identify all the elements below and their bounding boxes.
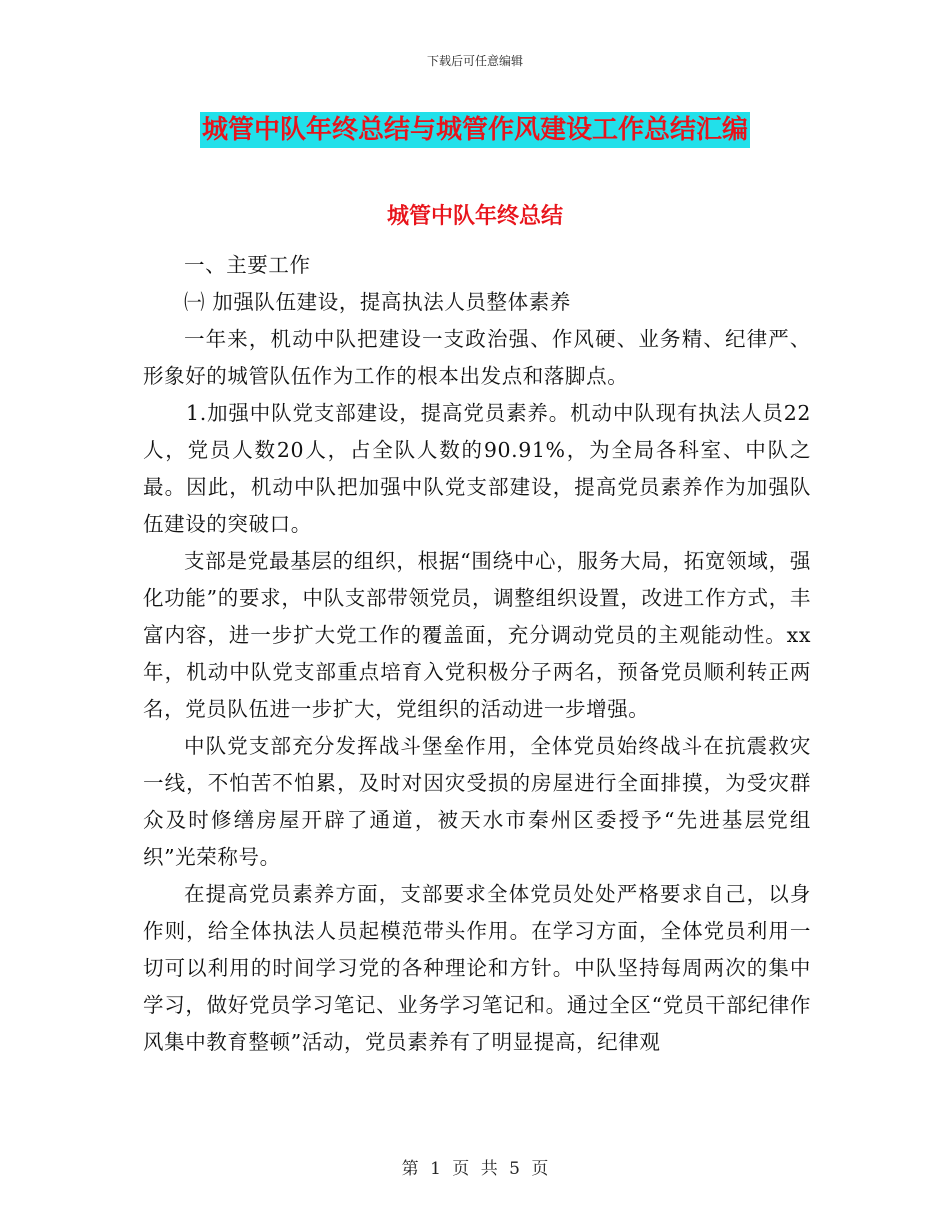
document-title: 城管中队年终总结与城管作风建设工作总结汇编 <box>200 112 750 148</box>
document-body <box>143 247 811 1061</box>
body-paragraph: 在提高党员素养方面，支部要求全体党员处处严格要求自己，以身作则，给全体执法人员起模范带头作用。在学习方面，全体党员利用一切可以利用的时间学习党的各种理论和方针。中队坚持每周两次的集中学习，做好党员学习笔记、业务学习笔记和。通过全区“党员干部纪律作风集中教育整顿”活动，党员素养有了明显提高，纪律观 <box>143 882 811 1054</box>
section-title: 城管中队年终总结 <box>386 204 563 229</box>
numbered-item-1: 1.加强中队党支部建设，提高党员素养。机动中队现有执法人员22人，党员人数20人，占全队人数的90.91%，为全局各科室、中队之最。因此，机动中队把加强中队党支部建设，提高党员素养作为加强队伍建设的突破口。 <box>143 401 811 536</box>
body-paragraph: 一年来，机动中队把建设一支政治强、作风硬、业务精、纪律严、形象好的城管队伍作为工作的根本出发点和落脚点。 <box>143 327 811 388</box>
heading-main-work: 一、主要工作 <box>184 253 311 277</box>
page-header-note: 下载后可任意编辑 <box>426 54 523 68</box>
page-number-footer: 第 1 页 共 5 页 <box>401 1159 549 1179</box>
document-title-block <box>0 112 950 148</box>
subheading-team-building: ㈠ 加强队伍建设，提高执法人员整体素养 <box>184 290 571 314</box>
body-paragraph: 中队党支部充分发挥战斗堡垒作用，全体党员始终战斗在抗震救灾一线，不怕苦不怕累，及时对因灾受损的房屋进行全面排摸，为受灾群众及时修缮房屋开辟了通道，被天水市秦州区委授予“先进基层党组织”光荣称号。 <box>143 734 811 869</box>
body-paragraph: 支部是党最基层的组织，根据“围绕中心，服务大局，拓宽领域，强化功能”的要求，中队支部带领党员，调整组织设置，改进工作方式，丰富内容，进一步扩大党工作的覆盖面，充分调动党员的主观能动性。xx年，机动中队党支部重点培育入党积极分子两名，预备党员顺利转正两名，党员队伍进一步扩大，党组织的活动进一步增强。 <box>143 549 811 721</box>
